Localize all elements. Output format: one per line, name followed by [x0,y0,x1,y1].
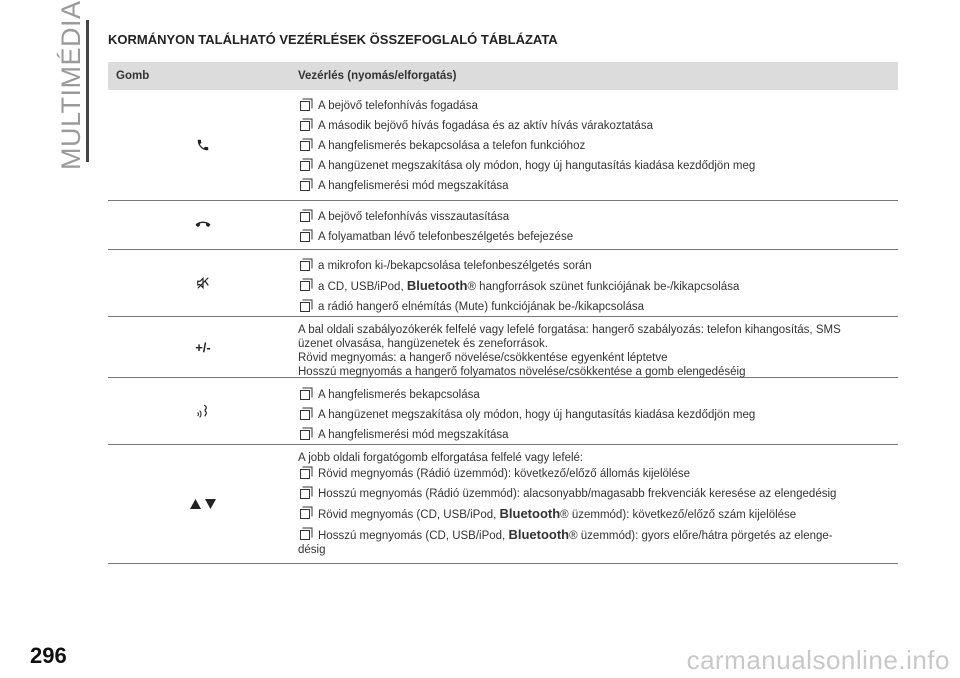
list-item: Hosszú megnyomás (CD, USB/iPod, Bluetooth® üzemmód): gyors előre/hátra pörgetés az elenge- [298,528,898,543]
text-line: A bal oldali szabályozókerék felfelé vagy lefelé forgatása: hangerő szabályozás: telefon kihangosítás, SMS [298,324,841,336]
header-control: Vezérlés (nyomás/elforgatás) [298,70,457,82]
checkbox-bullet-icon [300,302,310,312]
list-item: Rövid megnyomás (Rádió üzemmód): következő/előző állomás kijelölése [298,467,898,481]
section-label: MULTIMÉDIA [56,0,86,170]
phone-answer-icon [196,138,210,152]
voice-command-icon [195,403,211,419]
list-item: a rádió hangerő elnémítás (Mute) funkciójának be-/kikapcsolása [298,300,898,314]
checkbox-bullet-icon [300,232,310,242]
phone-hangup-icon [195,220,211,230]
checkbox-bullet-icon [300,410,310,420]
list-item: A hangfelismerési mód megszakítása [298,428,898,442]
list-item: Hosszú megnyomás (Rádió üzemmód): alacsonyabb/magasabb frekvenciák keresése az elengedésig [298,487,898,501]
text-line: üzenet olvasása, hangüzenetek és zeneforrások. [298,338,548,350]
list-item: A hangüzenet megszakítása oly módon, hogy új hangutasítás kiadása kezdődjön meg [298,159,898,173]
checkbox-bullet-icon [300,212,310,222]
page-title: KORMÁNYON TALÁLHATÓ VEZÉRLÉSEK ÖSSZEFOGLALÓ TÁBLÁZATA [108,32,558,47]
checkbox-bullet-icon [300,530,310,540]
checkbox-bullet-icon [300,161,310,171]
mute-icon [196,276,210,290]
brand-bluetooth: Bluetooth [508,527,570,542]
page-number: 296 [30,643,67,668]
checkbox-bullet-icon [300,489,310,499]
list-item: a CD, USB/iPod, Bluetooth® hangforrások szünet funkciójának be-/kikapcsolása [298,279,898,294]
row-intro: A jobb oldali forgatógomb elforgatása felfelé vagy lefelé: [298,452,584,464]
watermark: carmanualsonline.info [686,645,950,675]
checkbox-bullet-icon [300,121,310,131]
controls-table [108,62,898,564]
list-item: A második bejövő hívás fogadása és az aktív hívás várakoztatása [298,119,898,133]
text-line: désig [298,544,326,556]
list-item: A hangfelismerés bekapcsolása [298,388,898,402]
list-item: A hangfelismerési mód megszakítása [298,179,898,193]
checkbox-bullet-icon [300,509,310,519]
checkbox-bullet-icon [300,469,310,479]
table-row [108,250,898,317]
checkbox-bullet-icon [300,181,310,191]
checkbox-bullet-icon [300,281,310,291]
checkbox-bullet-icon [300,101,310,111]
table-row [108,201,898,250]
list-item: A folyamatban lévő telefonbeszélgetés befejezése [298,230,898,244]
list-item: a mikrofon ki-/bekapcsolása telefonbeszélgetés során [298,259,898,273]
checkbox-bullet-icon [300,390,310,400]
list-item: A hangfelismerés bekapcsolása a telefon funkcióhoz [298,139,898,153]
table-header [108,62,898,90]
table-row [108,317,898,378]
list-item: Rövid megnyomás (CD, USB/iPod, Bluetooth® üzemmód): következő/előző szám kijelölése [298,507,898,522]
list-item: A hangüzenet megszakítása oly módon, hogy új hangutasítás kiadása kezdődjön meg [298,408,898,422]
brand-bluetooth: Bluetooth [499,506,561,521]
header-button: Gomb [116,70,150,82]
section-divider [86,20,89,162]
table-row [108,445,898,564]
checkbox-bullet-icon [300,430,310,440]
list-item: A bejövő telefonhívás fogadása [298,99,898,113]
table-row [108,378,898,445]
text-line: Hosszú megnyomás a hangerő folyamatos növelése/csökkentése a gomb elengedéséig [298,366,746,378]
table-row [108,90,898,201]
text-line: Rövid megnyomás: a hangerő növelése/csökkentése egyenként léptetve [298,352,668,364]
volume-key-label: +/- [195,339,211,355]
brand-bluetooth: Bluetooth [406,278,468,293]
list-item: A bejövő telefonhívás visszautasítása [298,210,898,224]
checkbox-bullet-icon [300,261,310,271]
checkbox-bullet-icon [300,141,310,151]
up-down-arrows-icon [189,498,217,510]
